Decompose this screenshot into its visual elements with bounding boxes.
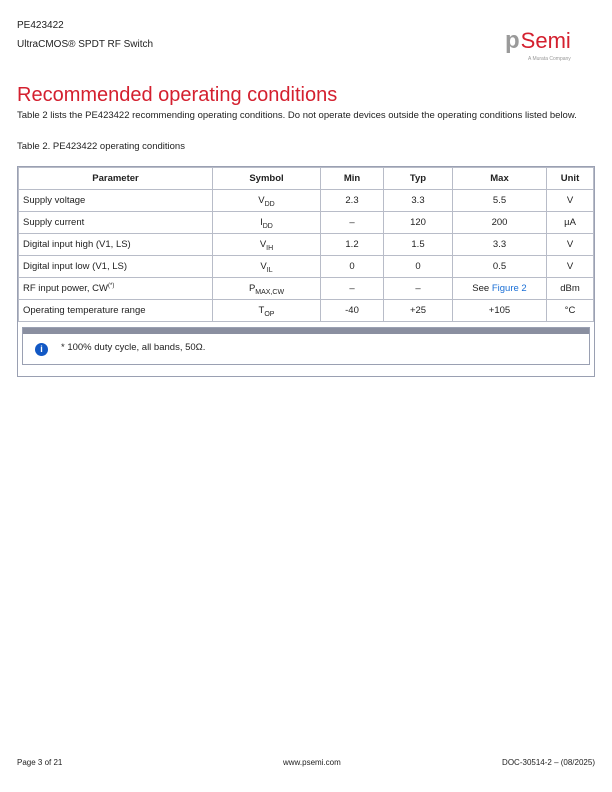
figure-2-link[interactable]: Figure 2 (491, 283, 527, 294)
cell-symbol (213, 234, 321, 256)
parameter-text: Digital input high (V1, LS) (23, 239, 131, 250)
footer-page: Page 3 of 21 (17, 758, 63, 767)
symbol-base: P (248, 283, 256, 294)
table-header-row (19, 168, 594, 190)
cell-typ: +25 (384, 300, 453, 322)
symbol-subscript: IH (266, 245, 274, 252)
note-text: * 100% duty cycle, all bands, 50Ω. (61, 342, 206, 353)
symbol-subscript: OP (264, 311, 275, 318)
operating-conditions-table (17, 166, 595, 377)
symbol-subscript: DD (262, 223, 273, 230)
table-row (19, 256, 594, 278)
cell-parameter (19, 256, 213, 278)
section-title: Recommended operating conditions (17, 84, 338, 106)
symbol-base: T (258, 305, 265, 316)
logo-tagline: A Murata Company (528, 56, 571, 62)
product-subtitle: UltraCMOS® SPDT RF Switch (17, 39, 154, 50)
cell-parameter (19, 278, 213, 300)
logo-name: Semi (520, 28, 571, 53)
col-unit: Unit (547, 168, 594, 190)
symbol-subscript: MAX,CW (255, 289, 285, 296)
col-parameter: Parameter (19, 168, 213, 190)
col-typ: Typ (384, 168, 453, 190)
symbol-base: V (260, 261, 267, 272)
parameter-text: Digital input low (V1, LS) (23, 261, 128, 272)
cell-symbol (213, 212, 321, 234)
part-number: PE423422 (17, 20, 64, 31)
cell-typ: 0 (384, 256, 453, 278)
table-note (22, 327, 590, 365)
cell-max (453, 278, 547, 300)
cell-max: 0.5 (453, 256, 547, 278)
parameter-text: Supply voltage (23, 195, 86, 206)
cell-parameter (19, 234, 213, 256)
intro-paragraph: Table 2 lists the PE423422 recommending operating conditions. Do not operate devices outside the operating conditions listed below. (17, 110, 577, 121)
cell-parameter (19, 300, 213, 322)
footnote-marker: (*) (108, 282, 115, 289)
symbol-subscript: IL (266, 267, 273, 274)
cell-unit: dBm (547, 278, 594, 300)
symbol-base: V (259, 239, 267, 250)
cell-min: 1.2 (321, 234, 384, 256)
max-prefix: See (472, 283, 492, 294)
symbol-base: I (260, 217, 263, 228)
table-row (19, 212, 594, 234)
parameter-text: RF input power, CW (23, 283, 108, 294)
table-row (19, 278, 594, 300)
col-max: Max (453, 168, 547, 190)
parameter-text: Operating temperature range (23, 305, 146, 316)
cell-symbol (213, 278, 321, 300)
logo-p: p (505, 27, 520, 54)
cell-unit: °C (547, 300, 594, 322)
cell-max: 200 (453, 212, 547, 234)
footer-doc: DOC-30514-2 – (08/2025) (502, 758, 595, 767)
cell-min: – (321, 212, 384, 234)
cell-symbol (213, 300, 321, 322)
cell-min: 2.3 (321, 190, 384, 212)
note-bar (23, 328, 589, 334)
footer-url[interactable]: www.psemi.com (283, 758, 341, 767)
cell-min: – (321, 278, 384, 300)
cell-typ: – (384, 278, 453, 300)
info-icon: i (35, 343, 48, 356)
cell-typ: 1.5 (384, 234, 453, 256)
cell-typ: 3.3 (384, 190, 453, 212)
col-min: Min (321, 168, 384, 190)
cell-max: +105 (453, 300, 547, 322)
logo-wordmark (505, 28, 597, 54)
cell-parameter (19, 190, 213, 212)
table-row (19, 234, 594, 256)
cell-parameter (19, 212, 213, 234)
cell-min: -40 (321, 300, 384, 322)
cell-unit: V (547, 256, 594, 278)
cell-typ: 120 (384, 212, 453, 234)
cell-unit: V (547, 234, 594, 256)
cell-unit: µA (547, 212, 594, 234)
cell-unit: V (547, 190, 594, 212)
symbol-subscript: DD (264, 201, 275, 208)
cell-symbol (213, 190, 321, 212)
parameter-text: Supply current (23, 217, 85, 228)
cell-symbol (213, 256, 321, 278)
cell-max: 3.3 (453, 234, 547, 256)
table-caption: Table 2. PE423422 operating conditions (17, 141, 185, 152)
psemi-logo (505, 28, 597, 68)
table-row (19, 300, 594, 322)
table-row (19, 190, 594, 212)
col-symbol: Symbol (213, 168, 321, 190)
symbol-base: V (258, 195, 265, 206)
cell-max: 5.5 (453, 190, 547, 212)
cell-min: 0 (321, 256, 384, 278)
